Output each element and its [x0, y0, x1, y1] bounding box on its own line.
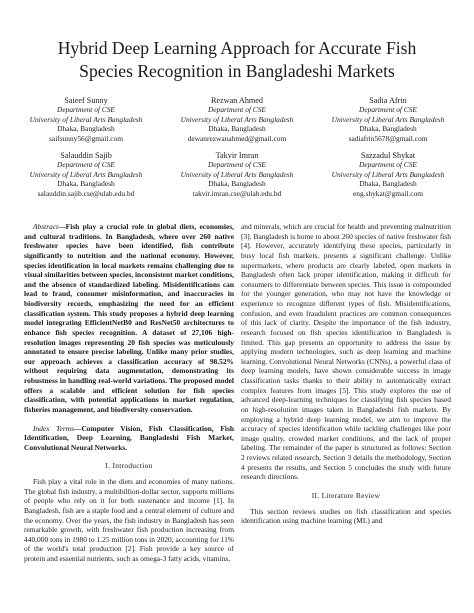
literature-review-paragraph: This section reviews studies on fish classification and species identification using machine learning (ML) and — [241, 506, 451, 526]
author-email: dewanrezwanahmed@gmail.com — [187, 133, 287, 143]
author-city: Dhaka, Bangladesh — [359, 124, 417, 134]
author-email: saifsunny56@gmail.com — [49, 133, 123, 143]
author-dept: Department of CSE — [359, 105, 417, 115]
author-block-3 — [313, 96, 463, 143]
author-email: eng.shykat@gmail.com — [352, 188, 424, 198]
intro-paragraph: Fish play a vital role in the diets and economies of many nations. The global fish industry, a multibillion-dollar sector, supports millions of people who rely on it for both sustenance and income [1]. In Bangladesh, fish are a staple food and a central element of culture and the economy. Over the years, the fish industry in Bangladesh has seen remarkable growth, with freshwater fish production increasing from 440,000 tons in 1980 to 1.25 million tons in 2020, accounting for 11% of the world's total production [2]. Fish provide a key source of protein and essential nutrients, such as omega-3 fatty acids, vitamins, — [24, 477, 234, 563]
author-univ: University of Liberal Arts Bangladesh — [180, 114, 294, 124]
author-univ: University of Liberal Arts Bangladesh — [331, 169, 445, 179]
author-dept: Department of CSE — [359, 160, 417, 170]
title-line-1: Hybrid Deep Learning Approach for Accurate Fish — [57, 38, 417, 58]
abstract-lead: Abstract — [33, 222, 59, 231]
author-city: Dhaka, Bangladesh — [208, 124, 266, 134]
index-terms-text: —Computer Vision, Fish Classification, Fish Identification, Deep Learning, Bangladeshi Fish Market, Convolutional Neural Networks. — [24, 423, 234, 452]
right-column — [241, 222, 451, 526]
author-email: salauddin.sajib.cse@ulab.edu.bd — [37, 188, 135, 198]
paper-title — [20, 37, 454, 83]
author-name: Takvir Imran — [215, 151, 259, 160]
author-name: Saieef Sunny — [64, 96, 108, 105]
author-block-2 — [162, 96, 312, 143]
index-terms-lead: Index Terms — [33, 423, 74, 433]
intro-continued-paragraph: and minerals, which are crucial for health and preventing malnutrition [3]. Bangladesh is home to about 260 species of native freshwater fish [4]. However, accurately identifying these species, particularly in busy local fish markets, presents a significant challenge. Unlike supermarkets, where products are clearly labeled, open markets in Bangladesh often lack proper identification, making it difficult for consumers to differentiate between species. This issue is compounded for the younger generation, who may not have the knowledge or experience to recognize different types of fish. Misidentifications, confusion, and even fraudulent practices are common consequences of this lack of clarity. Despite the importance of the fish industry, research focused on fish species identification in Bangladesh is limited. This gap presents an opportunity to address the issue by applying modern technologies, such as deep learning and machine learning. Convolutional Neural Networks (CNNs), a powerful class of deep learning models, have shown considerable success in image classification tasks thanks to their ability to automatically extract complex features from images [5]. This study explores the use of advanced deep-learning techniques for classifying fish species based on high-resolution images taken in Bangladeshi fish markets. By employing a hybrid deep learning model, we aim to improve the accuracy of species identification while tackling challenges like poor image quality, crowded market conditions, and the lack of proper labeling. The remainder of the paper is structured as follows: Section 2 reviews related research, Section 3 details the methodology, Section 4 presents the results, and Section 5 concludes the study with future research directions. — [241, 222, 451, 482]
author-block-1 — [11, 96, 161, 143]
author-city: Dhaka, Bangladesh — [57, 179, 115, 189]
author-name: Sadia Afrin — [369, 96, 407, 105]
author-dept: Department of CSE — [57, 105, 115, 115]
author-univ: University of Liberal Arts Bangladesh — [180, 169, 294, 179]
abstract-text: —Fish play a crucial role in global diets, economies, and cultural traditions. In Bangladesh, where over 260 native freshwater species have been identified, fish contribute significantly to nutrition and the national economy. However, species identification in local markets remains challenging due to visual similarities between species, inconsistent market conditions, and the absence of standardized labeling. Misidentifications can lead to fraud, consumer misinformation, and inaccuracies in biodiversity records, emphasizing the need for an efficient classification system. This study proposes a hybrid deep learning model integrating EfficientNetB0 and ResNet50 architectures to enhance fish species recognition. A dataset of 27,106 high-resolution images representing 20 fish species was meticulously annotated to ensure precise labeling. Unlike many prior studies, our approach achieves a classification accuracy of 98.52% without requiring data augmentation, demonstrating its robustness in handling real-world variations. The proposed model offers a scalable and efficient solution for fish species classification, with potential applications in market regulation, fisheries management, and biodiversity conservation. — [24, 222, 234, 414]
author-name: Salauddin Sajib — [60, 151, 112, 160]
left-column — [24, 222, 234, 564]
author-univ: University of Liberal Arts Bangladesh — [29, 114, 143, 124]
author-name: Sazzadul Shykat — [360, 151, 416, 160]
index-terms — [24, 424, 234, 453]
title-line-2: Species Recognition in Bangladeshi Markets — [79, 61, 395, 81]
author-univ: University of Liberal Arts Bangladesh — [29, 169, 143, 179]
author-city: Dhaka, Bangladesh — [57, 124, 115, 134]
author-city: Dhaka, Bangladesh — [208, 179, 266, 189]
author-block-5 — [162, 151, 312, 198]
author-dept: Department of CSE — [57, 160, 115, 170]
author-email: takvir.imran.cse@ulab.edu.bd — [192, 188, 282, 198]
author-name: Rezwan Ahmed — [210, 96, 264, 105]
author-univ: University of Liberal Arts Bangladesh — [331, 114, 445, 124]
author-dept: Department of CSE — [208, 105, 266, 115]
author-email: sadiafrin5678@gmail.com — [348, 133, 428, 143]
section-heading-literature-review: II. Literature Review — [311, 490, 381, 500]
abstract — [24, 222, 234, 415]
author-block-4 — [11, 151, 161, 198]
author-block-6 — [313, 151, 463, 198]
section-heading-introduction: I. Introduction — [105, 461, 153, 471]
author-city: Dhaka, Bangladesh — [359, 179, 417, 189]
author-dept: Department of CSE — [208, 160, 266, 170]
